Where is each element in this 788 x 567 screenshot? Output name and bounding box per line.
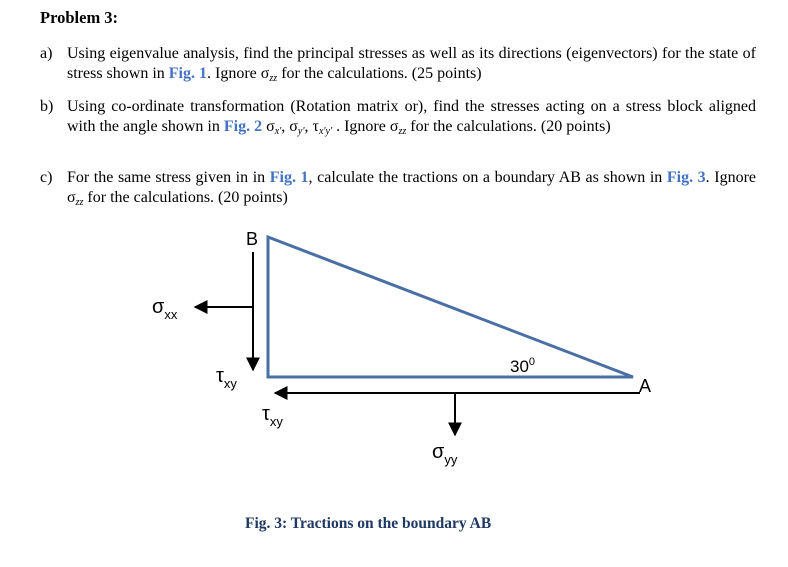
triangle-block [268,237,633,377]
question-text: Using eigenvalue analysis, find the principal stresses as well as its directions (eigenvectors) for the state of stress shown in Fig. 1. Ignore $\sigma_{zz}$ for the calculations. (25 points) [67,45,756,84]
figure-ref[interactable]: Fig. 1 [168,65,207,82]
problem-title: Problem 3: [40,8,119,27]
sigma-xx-label: $\sigma_{xx}$ [152,296,178,322]
angle-label: $30^0$ [510,356,536,376]
tau-xy-bottom-label: $\tau_{xy}$ [262,403,283,429]
question-label: a) [40,45,53,62]
tau-xy-left-label: $\tau_{xy}$ [216,365,237,391]
figure-ref[interactable]: Fig. 3 [666,169,706,186]
question-label: c) [40,169,53,186]
figure-ref[interactable]: Fig. 1 [269,169,309,186]
question-text: For the same stress given in in Fig. 1, calculate the tractions on a boundary AB as shown in Fig. 3. Ignore $\sigma_{zz}$ for the calculations. (20 points) [67,169,757,208]
question-text: Using co-ordinate transformation (Rotation matrix or), find the stresses acting on a stress block aligned with the angle shown in Fig. 2 $\sigma_{x'}$, $\sigma_{y'}$, $\tau_{x'y'}$ . Ignore $\sigma_{zz}$ for the calculations. (20 points) [67,98,756,137]
figure-ref[interactable]: Fig. 2 [223,118,263,135]
vertex-b-label: B [246,229,259,249]
vertex-a-label: A [639,376,652,396]
question-label: b) [40,98,54,115]
figure-caption: Fig. 3: Tractions on the boundary AB [245,515,492,532]
sigma-yy-label: $\sigma_{yy}$ [432,441,458,467]
